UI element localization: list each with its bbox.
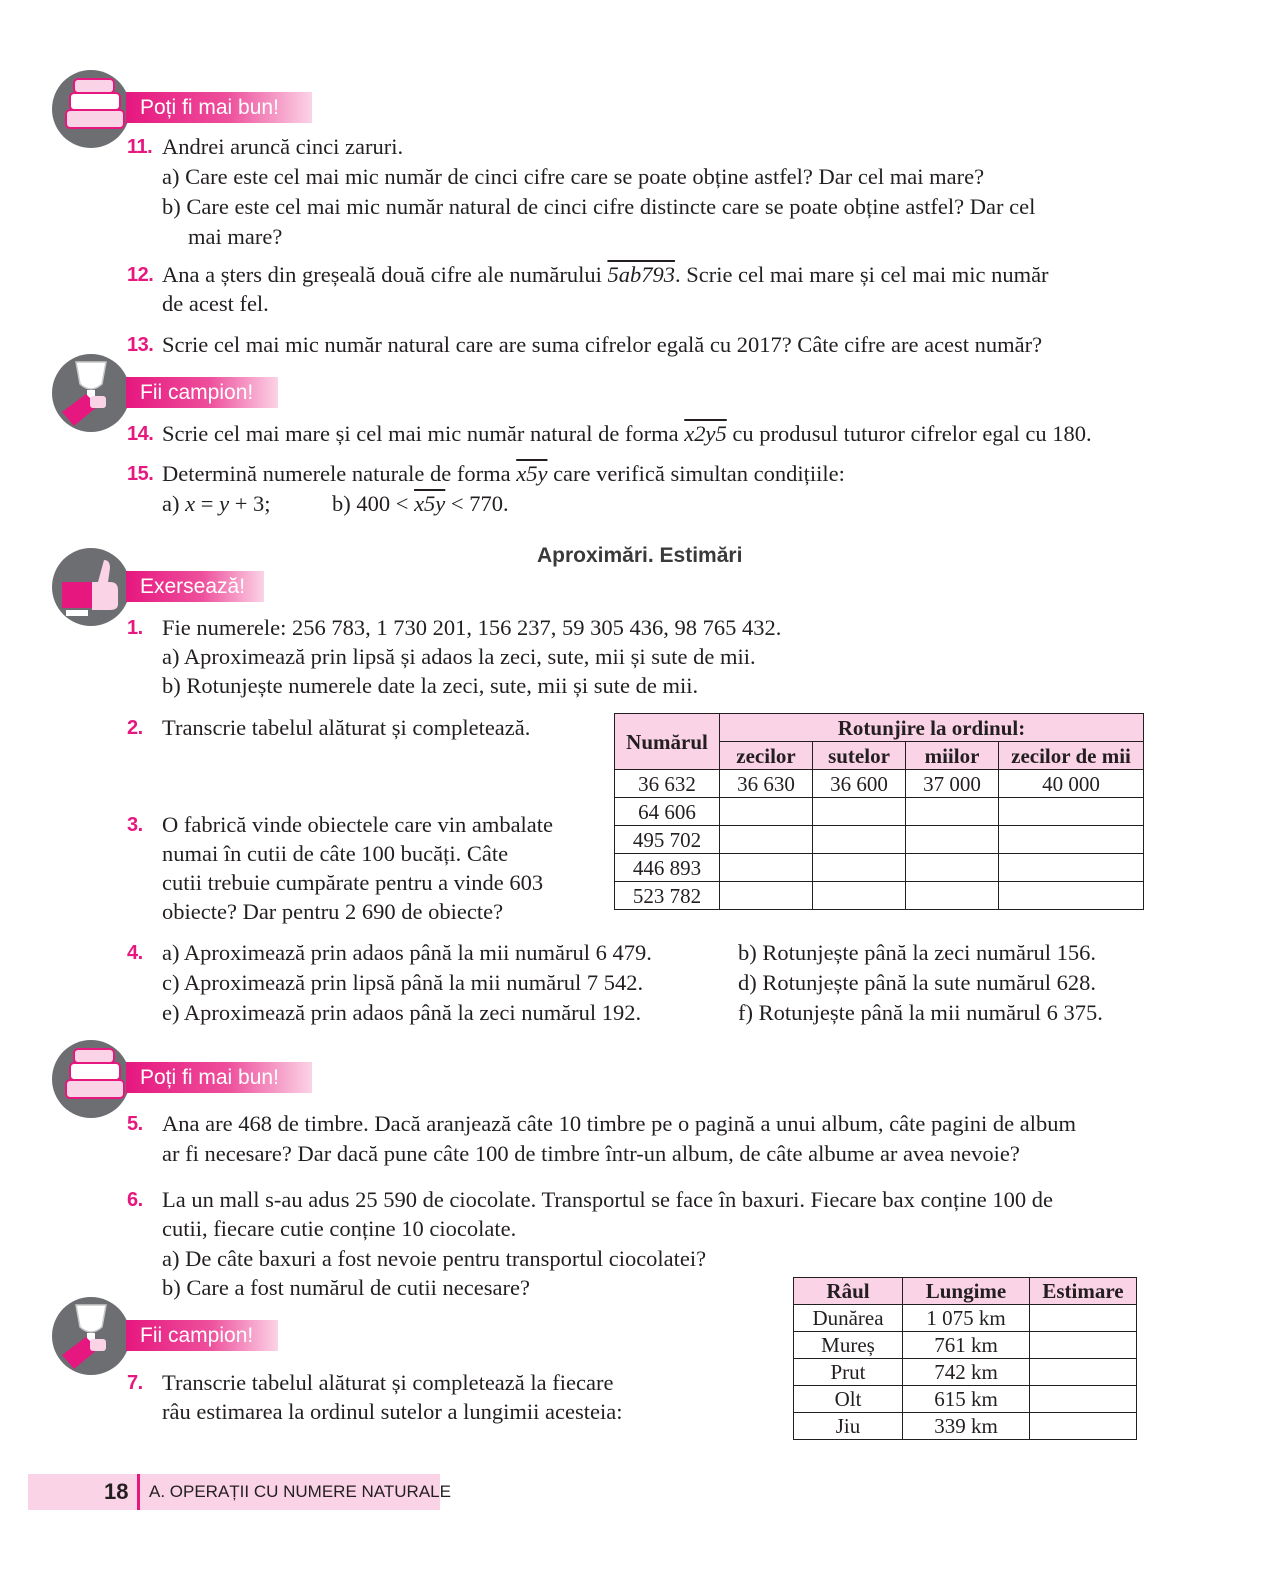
cell: 64 606	[615, 798, 720, 826]
cell: 1 075 km	[903, 1305, 1030, 1332]
cell: Mureș	[794, 1332, 903, 1359]
cell	[906, 854, 999, 882]
chapter-title: A. OPERAȚII CU NUMERE NATURALE	[149, 1482, 451, 1501]
text: =	[195, 491, 220, 516]
cell: 37 000	[906, 770, 999, 798]
cell	[813, 826, 906, 854]
cell	[813, 882, 906, 910]
exercise-subitem: c) Aproximează prin lipsă până la mii numărul 7 542.	[162, 970, 644, 995]
exercise-text: cutii, fiecare cutie conține 10 ciocolate.	[162, 1216, 517, 1241]
books-icon	[52, 70, 130, 148]
exercise-subitem: b) Care a fost numărul de cutii necesare?	[162, 1275, 530, 1300]
rivers-table	[793, 1277, 1137, 1440]
variable: x	[185, 491, 196, 516]
exercise-text: Ana are 468 de timbre. Dacă aranjează câte 10 timbre pe o pagină a unui album, câte pagini de album	[162, 1111, 1076, 1136]
cell: 742 km	[903, 1359, 1030, 1386]
table-row	[615, 854, 1144, 882]
overlined-number: x5y	[516, 461, 548, 486]
trophy-icon	[52, 354, 130, 432]
cell	[813, 854, 906, 882]
cell	[999, 798, 1144, 826]
exercise-subitem: f) Rotunjește până la mii numărul 6 375.	[738, 1000, 1103, 1025]
banner-exerseaza: Exersează!	[126, 571, 264, 602]
cell	[720, 882, 813, 910]
exercise-text: ar fi necesare? Dar dacă pune câte 100 de timbre într-un album, de câte albume ar avea nevoie?	[162, 1141, 1020, 1166]
exercise-subitem: a) De câte baxuri a fost nevoie pentru transportul ciocolatei?	[162, 1246, 707, 1271]
problem-number: 15.	[127, 463, 154, 485]
cell: Dunărea	[794, 1305, 903, 1332]
cell: Jiu	[794, 1413, 903, 1440]
table-row	[615, 798, 1144, 826]
problem-subitem: mai mare?	[188, 224, 283, 249]
cell	[720, 798, 813, 826]
text: + 3;	[229, 491, 271, 516]
text: b) 400 <	[332, 491, 415, 516]
exercise-text: cutii trebuie cumpărate pentru a vinde 603	[162, 870, 544, 895]
problem-number: 12.	[127, 264, 154, 286]
table-row	[794, 1386, 1137, 1413]
banner-poti-fi-mai-bun: Poți fi mai bun!	[126, 92, 312, 123]
cell	[813, 798, 906, 826]
cell	[1030, 1332, 1137, 1359]
exercise-subitem: b) Rotunjește numerele date la zeci, sute, mii și sute de mii.	[162, 673, 699, 698]
exercise-subitem: d) Rotunjește până la sute numărul 628.	[738, 970, 1097, 995]
problem-subitem-b	[332, 491, 509, 517]
cell	[1030, 1413, 1137, 1440]
problem-text: Andrei aruncă cinci zaruri.	[162, 134, 404, 159]
exercise-subitem: e) Aproximează prin adaos până la zeci numărul 192.	[162, 1000, 642, 1025]
problem-number: 13.	[127, 334, 154, 356]
exercise-number: 5.	[127, 1113, 143, 1135]
exercise-text: Transcrie tabelul alăturat și completează.	[162, 715, 531, 740]
col-numarul: Numărul	[615, 714, 720, 770]
col-raul: Râul	[794, 1278, 903, 1305]
cell: 615 km	[903, 1386, 1030, 1413]
exercise-text: Transcrie tabelul alăturat și completează la fiecare	[162, 1370, 614, 1395]
exercise-text: râu estimarea la ordinul sutelor a lungimii acesteia:	[162, 1399, 623, 1424]
problem-text: Scrie cel mai mic număr natural care are suma cifrelor egală cu 2017? Câte cifre are acest număr?	[162, 332, 1043, 357]
exercise-number: 1.	[127, 617, 143, 639]
col-sutelor: sutelor	[813, 742, 906, 770]
problem-subitem: a) Care este cel mai mic număr de cinci cifre care se poate obține astfel? Dar cel mai mare?	[162, 164, 985, 189]
table-row	[615, 770, 1144, 798]
overlined-number: x2y5	[684, 421, 727, 446]
trophy-icon	[52, 1297, 130, 1375]
cell	[999, 882, 1144, 910]
col-zecilor-de-mii: zecilor de mii	[999, 742, 1144, 770]
problem-number: 11.	[127, 136, 153, 158]
cell: 36 632	[615, 770, 720, 798]
cell	[1030, 1386, 1137, 1413]
exercise-text: numai în cutii de câte 100 bucăți. Câte	[162, 841, 509, 866]
text: Ana a șters din greșeală două cifre ale numărului	[162, 262, 608, 287]
problem-subitem: b) Care este cel mai mic număr natural de cinci cifre distincte care se poate obține astfel? Dar cel	[162, 194, 1036, 219]
cell: 339 km	[903, 1413, 1030, 1440]
banner-fii-campion: Fii campion!	[126, 1320, 278, 1351]
cell: 495 702	[615, 826, 720, 854]
exercise-subitem: a) Aproximează prin adaos până la mii numărul 6 479.	[162, 940, 652, 965]
table-row	[615, 826, 1144, 854]
problem-text: de acest fel.	[162, 291, 269, 316]
cell	[999, 826, 1144, 854]
text: Scrie cel mai mare și cel mai mic număr natural de forma	[162, 421, 685, 446]
exercise-text: La un mall s-au adus 25 590 de ciocolate. Transportul se face în baxuri. Fiecare bax conține 100 de	[162, 1187, 1053, 1212]
cell: 36 600	[813, 770, 906, 798]
problem-subitem-a	[162, 491, 271, 517]
exercise-number: 7.	[127, 1372, 143, 1394]
cell	[1030, 1359, 1137, 1386]
cell: 446 893	[615, 854, 720, 882]
footer-divider	[137, 1474, 140, 1510]
cell: 40 000	[999, 770, 1144, 798]
section-title: Aproximări. Estimări	[537, 544, 743, 567]
banner-fii-campion: Fii campion!	[126, 377, 278, 408]
thumbs-up-icon	[52, 548, 130, 626]
page-number: 18	[104, 1479, 129, 1504]
table-row	[615, 882, 1144, 910]
banner-poti-fi-mai-bun: Poți fi mai bun!	[126, 1062, 312, 1093]
col-group-rotunjire: Rotunjire la ordinul:	[720, 714, 1144, 742]
table-row	[794, 1305, 1137, 1332]
exercise-text: O fabrică vinde obiectele care vin ambalate	[162, 812, 554, 837]
problem-text	[162, 461, 845, 487]
cell	[720, 826, 813, 854]
col-zecilor: zecilor	[720, 742, 813, 770]
cell	[906, 882, 999, 910]
exercise-number: 3.	[127, 814, 143, 836]
text: cu produsul tuturor cifrelor egal cu 180.	[726, 421, 1092, 446]
cell	[720, 854, 813, 882]
overlined-number: 5ab793	[607, 262, 675, 287]
cell	[906, 826, 999, 854]
cell: 761 km	[903, 1332, 1030, 1359]
problem-text	[162, 262, 1049, 288]
cell	[999, 854, 1144, 882]
cell: 523 782	[615, 882, 720, 910]
cell: Olt	[794, 1386, 903, 1413]
col-miilor: miilor	[906, 742, 999, 770]
problem-number: 14.	[127, 423, 154, 445]
problem-text	[162, 421, 1092, 447]
exercise-subitem: a) Aproximează prin lipsă și adaos la zeci, sute, mii și sute de mii.	[162, 644, 756, 669]
cell: 36 630	[720, 770, 813, 798]
table-row	[794, 1332, 1137, 1359]
exercise-number: 6.	[127, 1189, 143, 1211]
text: . Scrie cel mai mare și cel mai mic număr	[674, 262, 1049, 287]
cell	[1030, 1305, 1137, 1332]
variable: y	[219, 491, 230, 516]
books-icon	[52, 1040, 130, 1118]
exercise-number: 4.	[127, 942, 143, 964]
text: care verifică simultan condițiile:	[547, 461, 845, 486]
rounding-table	[614, 713, 1144, 910]
cell	[906, 798, 999, 826]
overlined-number: x5y	[414, 491, 446, 516]
table-row	[794, 1359, 1137, 1386]
col-lungime: Lungime	[903, 1278, 1030, 1305]
col-estimare: Estimare	[1030, 1278, 1137, 1305]
exercise-number: 2.	[127, 717, 143, 739]
text: a)	[162, 491, 186, 516]
text: Determină numerele naturale de forma	[162, 461, 517, 486]
exercise-subitem: b) Rotunjește până la zeci numărul 156.	[738, 940, 1097, 965]
table-row	[794, 1413, 1137, 1440]
exercise-text: Fie numerele: 256 783, 1 730 201, 156 237, 59 305 436, 98 765 432.	[162, 615, 782, 640]
cell: Prut	[794, 1359, 903, 1386]
text: < 770.	[445, 491, 509, 516]
exercise-text: obiecte? Dar pentru 2 690 de obiecte?	[162, 899, 504, 924]
